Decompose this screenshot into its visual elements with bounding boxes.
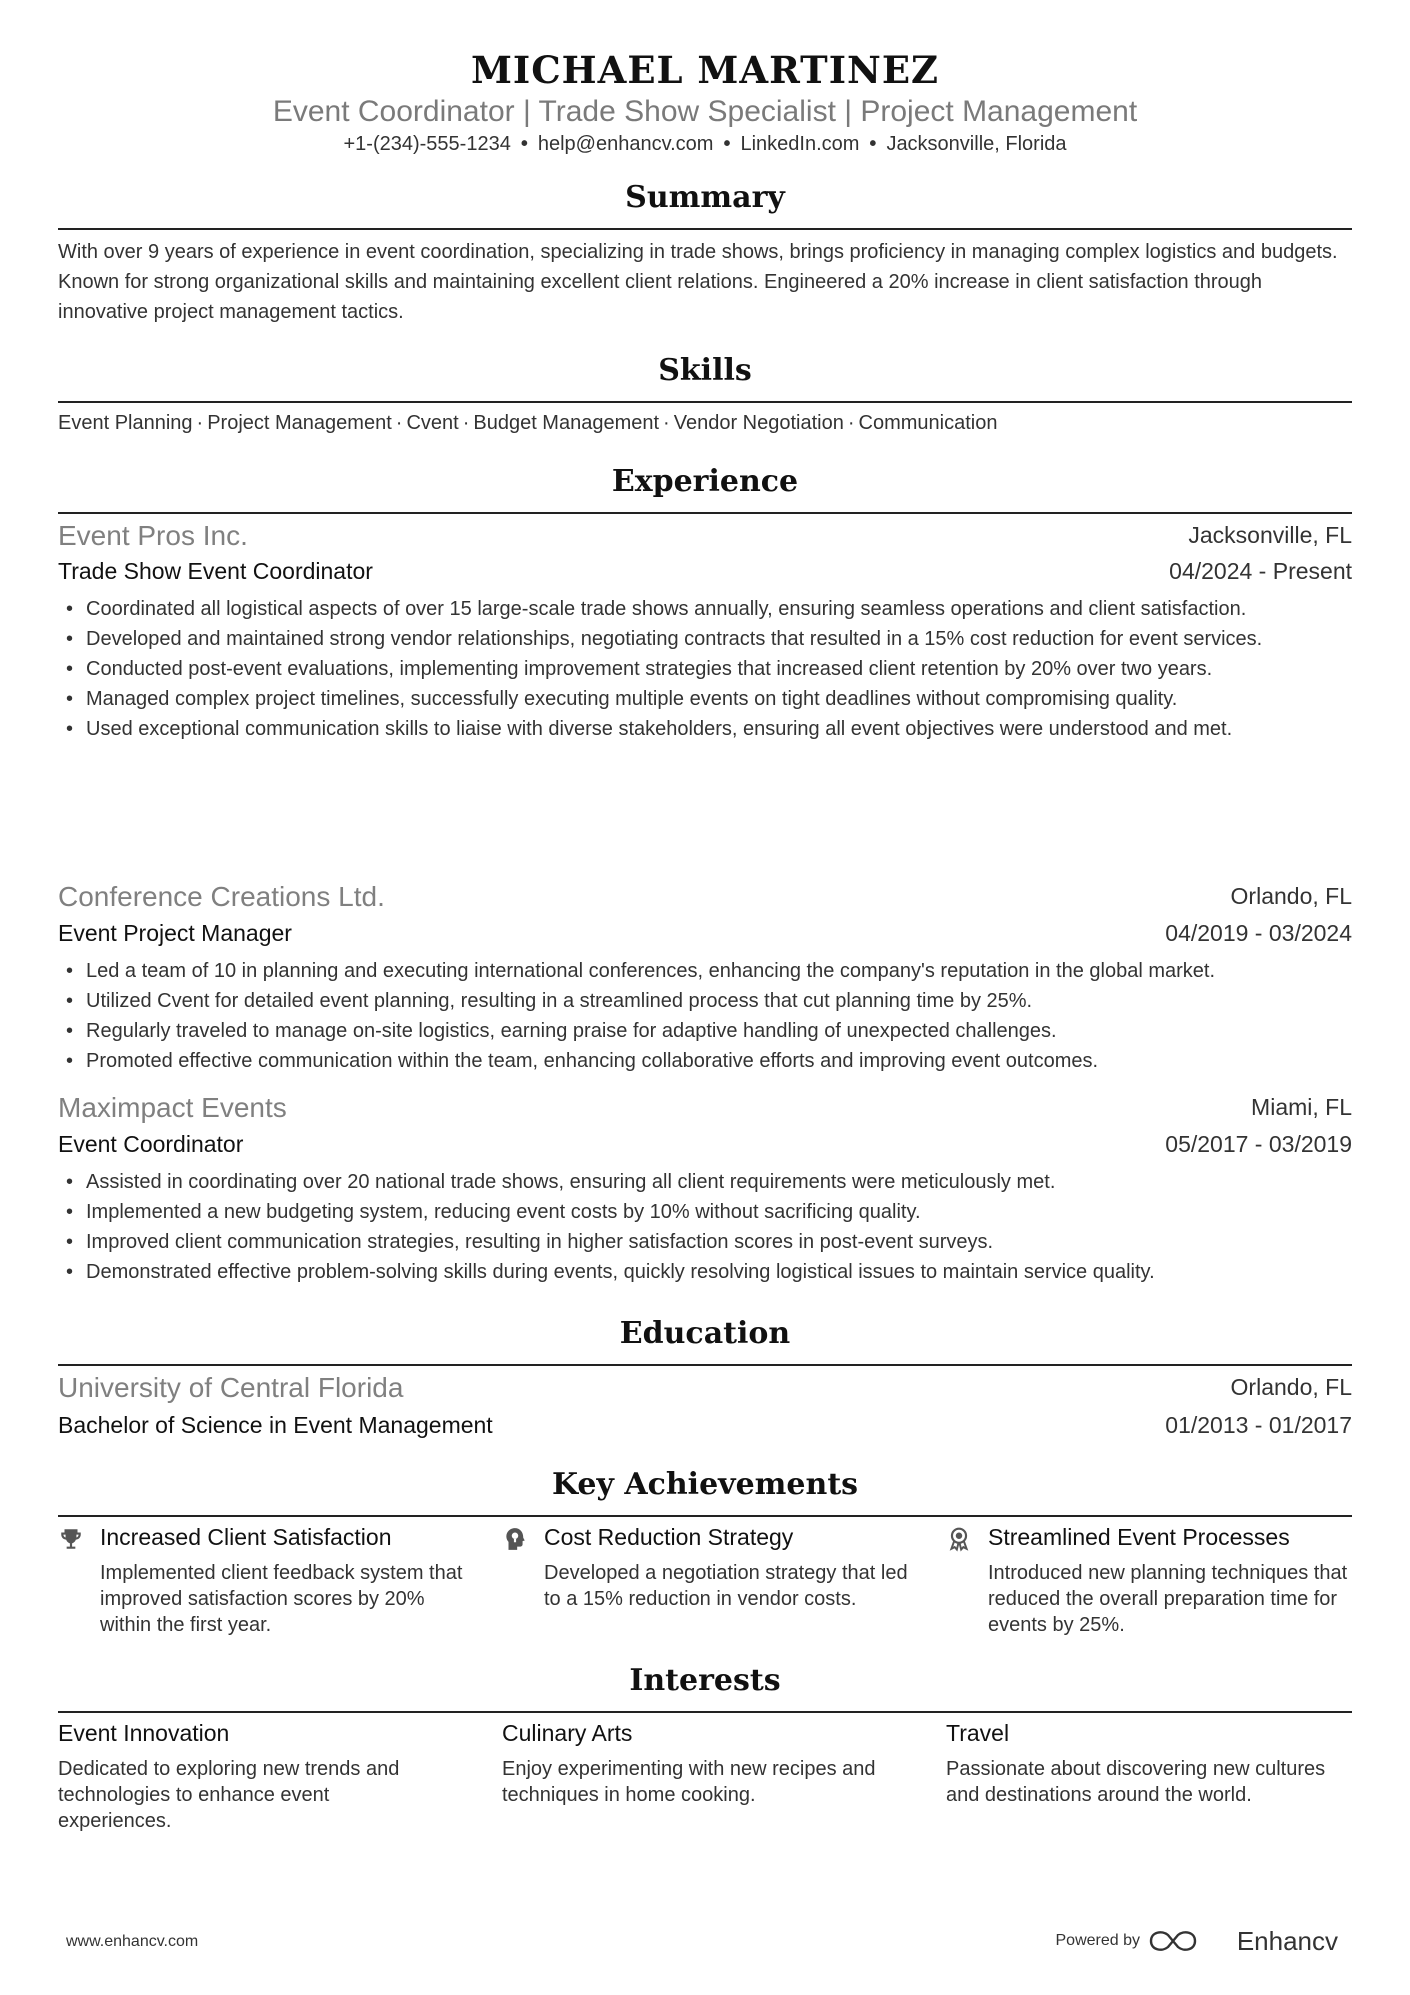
interest-title: Event Innovation — [58, 1720, 230, 1746]
interest-text: Dedicated to exploring new trends and technologies to enhance event experiences. — [58, 1758, 400, 1832]
achievement-text: Introduced new planning techniques that reduced the overall preparation time for events by 25%. — [988, 1562, 1348, 1636]
enhancv-brand-name: Enhancv — [1236, 1926, 1338, 1956]
job-bullet: • Coordinated all logistical aspects of over 15 large-scale trade shows annually, ensuring seamless operations and client satisfaction. — [86, 594, 1380, 624]
candidate-name: MICHAEL MARTINEZ — [470, 48, 940, 92]
job-bullet: • Demonstrated effective problem-solving skills during events, quickly resolving logistical issues to maintain service quality. — [86, 1257, 1380, 1287]
job-company: Event Pros Inc. — [58, 520, 248, 551]
school-name: University of Central Florida — [58, 1372, 404, 1403]
job-bullet: • Promoted effective communication within the team, enhancing collaborative efforts and improving event outcomes. — [86, 1046, 1380, 1076]
job-bullet: • Regularly traveled to manage on-site logistics, earning praise for adaptive handling of unexpected challenges. — [86, 1016, 1380, 1046]
enhancv-logo-icon — [1148, 1930, 1198, 1952]
job-bullet: • Led a team of 10 in planning and executing international conferences, enhancing the company's reputation in the global market. — [86, 956, 1380, 986]
interest-title: Culinary Arts — [502, 1720, 633, 1746]
summary-text: With over 9 years of experience in event coordination, specializing in trade shows, brings proficiency in managing complex logistics and budgets. Known for strong organizational skills and maintaining excellent client relations. Engineered a 20% increase in client satisfaction through innovative project management tactics. — [58, 241, 1338, 323]
job-bullet: • Improved client communication strategies, resulting in higher satisfaction scores in post-event surveys. — [86, 1227, 1380, 1257]
skill-item: Cvent — [406, 412, 459, 434]
skill-separator: · — [196, 412, 204, 434]
job-bullets — [58, 956, 1380, 1076]
job-location: Orlando, FL — [1230, 883, 1352, 909]
lightbulb-head-icon — [502, 1526, 528, 1552]
skill-item: Communication — [858, 412, 998, 434]
achievement-text: Implemented client feedback system that improved satisfaction scores by 20% within the first year. — [100, 1562, 463, 1636]
degree: Bachelor of Science in Event Management — [58, 1412, 493, 1438]
interest-title: Travel — [946, 1720, 1010, 1746]
school-location: Orlando, FL — [1230, 1374, 1352, 1400]
summary-title: Summary — [625, 180, 785, 215]
separator-dot: • — [520, 133, 528, 155]
skill-item: Budget Management — [473, 412, 660, 434]
skill-separator: · — [847, 412, 855, 434]
interest-text: Enjoy experimenting with new recipes and techniques in home cooking. — [502, 1758, 876, 1806]
job-bullet: • Managed complex project timelines, successfully executing multiple events on tight deadlines without compromising quality. — [86, 684, 1380, 714]
job-title: Trade Show Event Coordinator — [58, 558, 373, 584]
job-company: Conference Creations Ltd. — [58, 881, 385, 912]
footer-website-link[interactable]: www.enhancv.com — [66, 1933, 199, 1950]
phone[interactable]: +1-(234)-555-1234 — [343, 133, 511, 155]
skill-item: Project Management — [207, 412, 392, 434]
trophy-icon — [58, 1526, 84, 1552]
skill-separator: · — [462, 412, 470, 434]
separator-dot: • — [869, 133, 877, 155]
headline: Event Coordinator | Trade Show Specialist | Project Management — [272, 95, 1138, 128]
section-divider — [58, 228, 1352, 230]
job-bullet: • Utilized Cvent for detailed event planning, resulting in a streamlined process that cut planning time by 25%. — [86, 986, 1380, 1016]
job-dates: 04/2024 - Present — [1169, 558, 1352, 584]
job-bullet: • Used exceptional communication skills to liaise with diverse stakeholders, ensuring all event objectives were understood and met. — [86, 714, 1380, 744]
interests-title: Interests — [629, 1663, 781, 1698]
achievements-title: Key Achievements — [551, 1467, 859, 1502]
education-dates: 01/2013 - 01/2017 — [1165, 1412, 1352, 1438]
linkedin-link[interactable]: LinkedIn.com — [740, 133, 860, 155]
skills-title: Skills — [658, 353, 752, 388]
section-divider — [58, 1364, 1352, 1366]
contact-line — [58, 133, 1352, 156]
job-title: Event Coordinator — [58, 1131, 244, 1157]
location: Jacksonville, Florida — [886, 133, 1067, 155]
section-divider — [58, 401, 1352, 403]
job-bullets — [58, 594, 1380, 744]
award-ribbon-icon — [946, 1526, 972, 1552]
job-bullet: • Implemented a new budgeting system, reducing event costs by 10% without sacrificing quality. — [86, 1197, 1380, 1227]
job-company: Maximpact Events — [58, 1092, 287, 1123]
footer-branding[interactable] — [1038, 1926, 1338, 1956]
job-title: Event Project Manager — [58, 920, 292, 946]
achievement-title: Increased Client Satisfaction — [100, 1524, 392, 1550]
skill-separator: · — [663, 412, 670, 434]
achievement-text: Developed a negotiation strategy that led to a 15% reduction in vendor costs. — [544, 1562, 908, 1610]
section-divider — [58, 1515, 1352, 1517]
skill-item: Vendor Negotiation — [673, 412, 844, 434]
job-location: Jacksonville, FL — [1188, 522, 1352, 548]
achievement-title: Cost Reduction Strategy — [544, 1524, 794, 1550]
section-divider — [58, 512, 1352, 514]
job-bullet: • Conducted post-event evaluations, implementing improvement strategies that increased client retention by 20% over two years. — [86, 654, 1380, 684]
job-bullets — [58, 1167, 1380, 1287]
interest-text: Passionate about discovering new cultures and destinations around the world. — [946, 1758, 1326, 1806]
job-dates: 04/2019 - 03/2024 — [1165, 920, 1352, 946]
job-dates: 05/2017 - 03/2019 — [1165, 1131, 1352, 1157]
email[interactable]: help@enhancv.com — [537, 133, 714, 155]
separator-dot: • — [723, 133, 731, 155]
section-divider — [58, 1711, 1352, 1713]
job-bullet: • Developed and maintained strong vendor relationships, negotiating contracts that resulted in a 15% cost reduction for event services. — [86, 624, 1380, 654]
skills-list — [58, 412, 997, 435]
job-bullet: • Assisted in coordinating over 20 national trade shows, ensuring all client requirements were meticulously met. — [86, 1167, 1380, 1197]
job-location: Miami, FL — [1251, 1094, 1352, 1120]
skill-separator: · — [395, 412, 403, 434]
powered-by-label: Powered by — [1055, 1932, 1140, 1949]
skill-item: Event Planning — [58, 412, 193, 434]
achievement-title: Streamlined Event Processes — [988, 1524, 1290, 1550]
experience-title: Experience — [611, 464, 799, 499]
education-title: Education — [619, 1316, 791, 1351]
